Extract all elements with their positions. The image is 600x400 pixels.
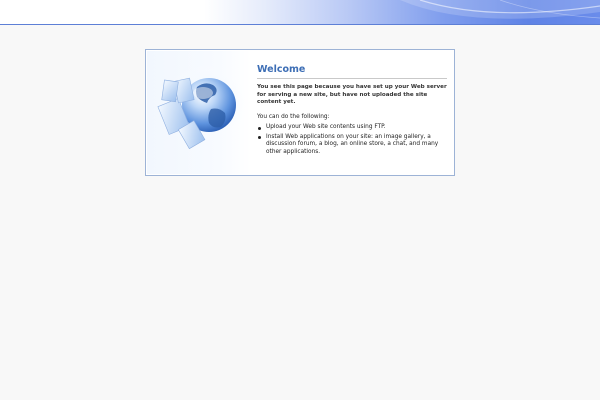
globe-with-documents-icon bbox=[147, 51, 251, 174]
welcome-card bbox=[145, 49, 455, 176]
option-text: Install Web applications on your site: an image gallery, a discussion forum, a blog, an online store, a chat, and many other applications. bbox=[266, 133, 439, 155]
bullet-icon bbox=[258, 136, 261, 139]
bullet-icon bbox=[258, 127, 261, 130]
intro-text: You see this page because you have set up your Web server for serving a new site, but have not uploaded the site content yet. bbox=[257, 84, 447, 106]
card-body bbox=[257, 64, 447, 158]
list-item bbox=[257, 124, 447, 131]
options-list bbox=[257, 124, 447, 156]
list-item bbox=[257, 134, 447, 156]
top-banner bbox=[0, 0, 600, 25]
can-do-label: You can do the following: bbox=[257, 113, 330, 120]
card-graphic bbox=[147, 51, 251, 174]
banner-swoosh-icon bbox=[0, 0, 600, 24]
page-title: Welcome bbox=[257, 64, 447, 79]
option-text: Upload your Web site contents using FTP. bbox=[266, 124, 386, 131]
